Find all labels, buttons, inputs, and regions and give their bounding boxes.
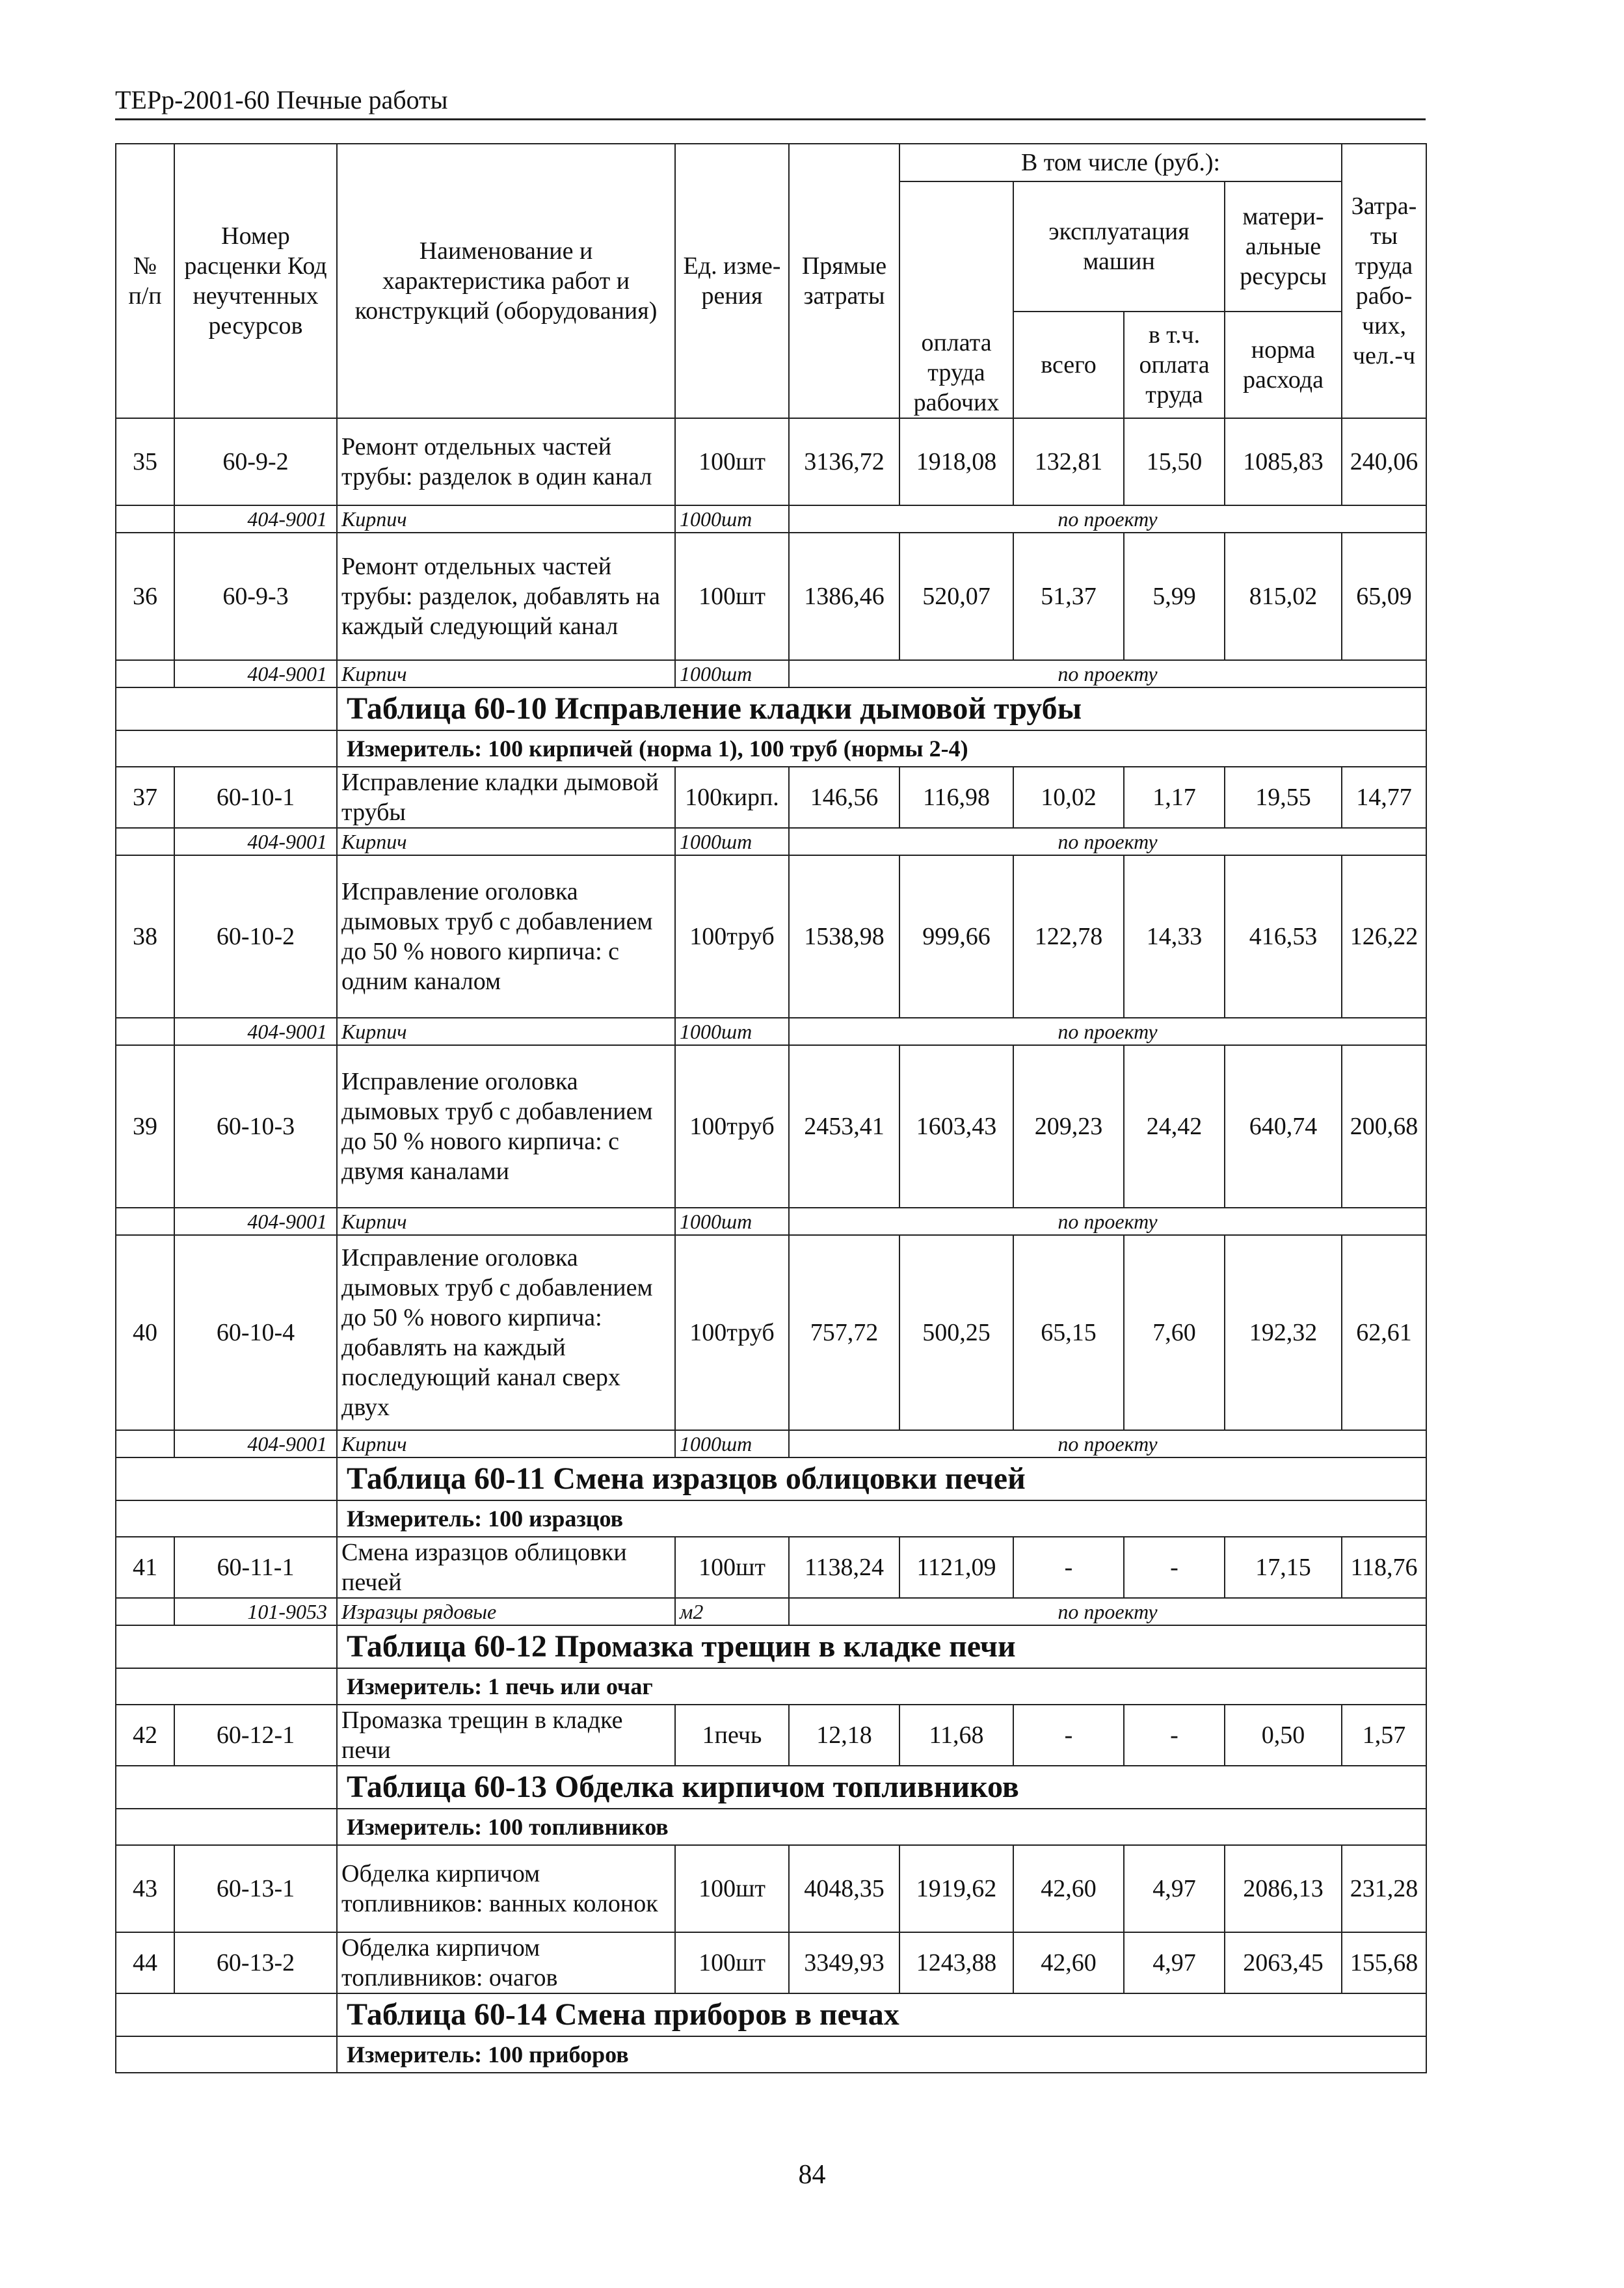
row-number: 35	[116, 418, 174, 505]
row-number: 38	[116, 855, 174, 1018]
empty-cell	[116, 1457, 337, 1500]
materials: 2086,13	[1225, 1845, 1342, 1932]
resource-note: по проекту	[789, 1430, 1426, 1457]
resource-name: Кирпич	[337, 505, 675, 533]
work-description: Исправление оголовка дымовых труб с добавлением до 50 % нового кирпича: с двумя каналами	[337, 1045, 675, 1208]
header-direct: Прямые затраты	[789, 144, 899, 418]
meter-row	[116, 2036, 1426, 2073]
resource-row	[116, 1018, 1426, 1045]
header-machines-labor: в т.ч. оплата труда	[1124, 312, 1225, 418]
table-row	[116, 855, 1426, 1018]
table-body	[116, 418, 1426, 2073]
labor-hours: 126,22	[1342, 855, 1426, 1018]
machines-labor-pay: 14,33	[1124, 855, 1225, 1018]
materials: 815,02	[1225, 533, 1342, 660]
table-section	[116, 1625, 1426, 1668]
empty-cell	[116, 828, 174, 855]
empty-cell	[116, 1993, 337, 2036]
labor-hours: 200,68	[1342, 1045, 1426, 1208]
resource-name: Кирпич	[337, 660, 675, 687]
resource-row	[116, 505, 1426, 533]
materials: 19,55	[1225, 767, 1342, 828]
resource-code: 404-9001	[174, 660, 337, 687]
machines-labor-pay: 4,97	[1124, 1845, 1225, 1932]
section-title: Таблица 60-12 Промазка трещин в кладке печи	[337, 1625, 1426, 1668]
direct-cost: 1138,24	[789, 1537, 899, 1598]
empty-cell	[116, 687, 337, 730]
resource-unit: м2	[675, 1598, 789, 1625]
empty-cell	[116, 1018, 174, 1045]
meter-label: Измеритель: 100 изразцов	[337, 1500, 1426, 1537]
materials: 416,53	[1225, 855, 1342, 1018]
work-description: Обделка кирпичом топливников: ванных колонок	[337, 1845, 675, 1932]
labor-hours: 118,76	[1342, 1537, 1426, 1598]
direct-cost: 2453,41	[789, 1045, 899, 1208]
direct-cost: 146,56	[789, 767, 899, 828]
meter-label: Измеритель: 100 кирпичей (норма 1), 100 труб (нормы 2-4)	[337, 730, 1426, 767]
machines-total: 51,37	[1013, 533, 1124, 660]
labor-pay: 999,66	[899, 855, 1013, 1018]
empty-cell	[116, 1430, 174, 1457]
machines-total: 65,15	[1013, 1235, 1124, 1430]
table-row	[116, 533, 1426, 660]
machines-total: 132,81	[1013, 418, 1124, 505]
machines-labor-pay: 24,42	[1124, 1045, 1225, 1208]
page-number: 84	[798, 2160, 826, 2190]
empty-cell	[116, 1598, 174, 1625]
resource-row	[116, 1598, 1426, 1625]
section-title: Таблица 60-10 Исправление кладки дымовой трубы	[337, 687, 1426, 730]
direct-cost: 4048,35	[789, 1845, 899, 1932]
empty-cell	[116, 1766, 337, 1809]
table-row	[116, 1235, 1426, 1430]
empty-cell	[116, 730, 337, 767]
table-row	[116, 1045, 1426, 1208]
table-section	[116, 687, 1426, 730]
labor-hours: 14,77	[1342, 767, 1426, 828]
header-machines: эксплуатация машин	[1013, 181, 1225, 312]
materials: 17,15	[1225, 1537, 1342, 1598]
resource-row	[116, 828, 1426, 855]
unit: 100труб	[675, 1045, 789, 1208]
direct-cost: 3136,72	[789, 418, 899, 505]
header-materials-norm: норма расхода	[1225, 312, 1342, 418]
labor-pay: 116,98	[899, 767, 1013, 828]
resource-note: по проекту	[789, 1598, 1426, 1625]
meter-row	[116, 1668, 1426, 1705]
header-machines-total: всего	[1013, 312, 1124, 418]
running-header: ТЕРр-2001-60 Печные работы	[115, 85, 448, 114]
empty-cell	[116, 1809, 337, 1845]
resource-unit: 1000шт	[675, 1430, 789, 1457]
row-number: 43	[116, 1845, 174, 1932]
empty-cell	[116, 1500, 337, 1537]
labor-pay: 1919,62	[899, 1845, 1013, 1932]
header-code: Номер расценки Код неучтенных ресурсов	[174, 144, 337, 418]
work-description: Смена изразцов облицовки печей	[337, 1537, 675, 1598]
machines-labor-pay: -	[1124, 1537, 1225, 1598]
section-title: Таблица 60-14 Смена приборов в печах	[337, 1993, 1426, 2036]
meter-row	[116, 1809, 1426, 1845]
machines-total: 42,60	[1013, 1845, 1124, 1932]
rates-table	[115, 143, 1427, 2073]
rate-code: 60-9-2	[174, 418, 337, 505]
machines-total: 122,78	[1013, 855, 1124, 1018]
header-unit: Ед. изме-рения	[675, 144, 789, 418]
empty-cell	[116, 1668, 337, 1705]
direct-cost: 3349,93	[789, 1932, 899, 1993]
machines-total: 42,60	[1013, 1932, 1124, 1993]
work-description: Ремонт отдельных частей трубы: разделок в один канал	[337, 418, 675, 505]
work-description: Ремонт отдельных частей трубы: разделок, добавлять на каждый следующий канал	[337, 533, 675, 660]
labor-pay: 500,25	[899, 1235, 1013, 1430]
unit: 100труб	[675, 1235, 789, 1430]
rate-code: 60-12-1	[174, 1705, 337, 1766]
rate-code: 60-9-3	[174, 533, 337, 660]
rate-code: 60-10-4	[174, 1235, 337, 1430]
table-section	[116, 1457, 1426, 1500]
rate-code: 60-10-1	[174, 767, 337, 828]
materials: 2063,45	[1225, 1932, 1342, 1993]
section-title: Таблица 60-11 Смена изразцов облицовки печей	[337, 1457, 1426, 1500]
rate-code: 60-13-1	[174, 1845, 337, 1932]
header-num: № п/п	[116, 144, 174, 418]
work-description: Исправление оголовка дымовых труб с добавлением до 50 % нового кирпича: с одним каналом	[337, 855, 675, 1018]
direct-cost: 1386,46	[789, 533, 899, 660]
row-number: 39	[116, 1045, 174, 1208]
meter-label: Измеритель: 1 печь или очаг	[337, 1668, 1426, 1705]
header-name: Наименование и характеристика работ и конструкций (оборудования)	[337, 144, 675, 418]
resource-row	[116, 660, 1426, 687]
machines-labor-pay: 15,50	[1124, 418, 1225, 505]
header-rule	[115, 118, 1426, 120]
labor-hours: 1,57	[1342, 1705, 1426, 1766]
resource-unit: 1000шт	[675, 505, 789, 533]
labor-pay: 520,07	[899, 533, 1013, 660]
table-row	[116, 767, 1426, 828]
materials: 1085,83	[1225, 418, 1342, 505]
meter-row	[116, 1500, 1426, 1537]
empty-cell	[116, 1208, 174, 1235]
resource-name: Кирпич	[337, 1018, 675, 1045]
table-row	[116, 418, 1426, 505]
resource-name: Кирпич	[337, 828, 675, 855]
empty-cell	[116, 505, 174, 533]
materials: 0,50	[1225, 1705, 1342, 1766]
table-row	[116, 1845, 1426, 1932]
materials: 640,74	[1225, 1045, 1342, 1208]
empty-cell	[116, 2036, 337, 2073]
resource-code: 404-9001	[174, 1208, 337, 1235]
resource-unit: 1000шт	[675, 660, 789, 687]
resource-code: 404-9001	[174, 505, 337, 533]
work-description: Исправление оголовка дымовых труб с добавлением до 50 % нового кирпича: добавлять на каждый последующий канал сверх двух	[337, 1235, 675, 1430]
row-number: 44	[116, 1932, 174, 1993]
resource-unit: 1000шт	[675, 828, 789, 855]
unit: 100труб	[675, 855, 789, 1018]
machines-total: 209,23	[1013, 1045, 1124, 1208]
rate-code: 60-10-2	[174, 855, 337, 1018]
machines-labor-pay: -	[1124, 1705, 1225, 1766]
resource-code: 404-9001	[174, 828, 337, 855]
resource-note: по проекту	[789, 660, 1426, 687]
table-section	[116, 1766, 1426, 1809]
work-description: Промазка трещин в кладке печи	[337, 1705, 675, 1766]
machines-labor-pay: 7,60	[1124, 1235, 1225, 1430]
labor-pay: 1121,09	[899, 1537, 1013, 1598]
unit: 100шт	[675, 418, 789, 505]
resource-name: Кирпич	[337, 1430, 675, 1457]
table-row	[116, 1537, 1426, 1598]
direct-cost: 1538,98	[789, 855, 899, 1018]
work-description: Исправление кладки дымовой трубы	[337, 767, 675, 828]
labor-hours: 65,09	[1342, 533, 1426, 660]
resource-unit: 1000шт	[675, 1208, 789, 1235]
unit: 100шт	[675, 1537, 789, 1598]
labor-pay: 1243,88	[899, 1932, 1013, 1993]
resource-note: по проекту	[789, 1018, 1426, 1045]
rate-code: 60-11-1	[174, 1537, 337, 1598]
table-section	[116, 1993, 1426, 2036]
meter-row	[116, 730, 1426, 767]
row-number: 37	[116, 767, 174, 828]
header-materials: матери-альные ресурсы	[1225, 181, 1342, 312]
resource-note: по проекту	[789, 505, 1426, 533]
header-labor-pay: оплата труда рабочих	[899, 181, 1013, 418]
row-number: 41	[116, 1537, 174, 1598]
resource-note: по проекту	[789, 1208, 1426, 1235]
resource-row	[116, 1208, 1426, 1235]
resource-name: Изразцы рядовые	[337, 1598, 675, 1625]
resource-code: 404-9001	[174, 1430, 337, 1457]
labor-hours: 240,06	[1342, 418, 1426, 505]
labor-hours: 231,28	[1342, 1845, 1426, 1932]
machines-labor-pay: 4,97	[1124, 1932, 1225, 1993]
labor-pay: 1918,08	[899, 418, 1013, 505]
machines-labor-pay: 5,99	[1124, 533, 1225, 660]
meter-label: Измеритель: 100 приборов	[337, 2036, 1426, 2073]
direct-cost: 12,18	[789, 1705, 899, 1766]
unit: 100шт	[675, 1932, 789, 1993]
resource-name: Кирпич	[337, 1208, 675, 1235]
section-title: Таблица 60-13 Обделка кирпичом топливников	[337, 1766, 1426, 1809]
unit: 100шт	[675, 1845, 789, 1932]
table-header	[116, 144, 1426, 418]
table-row	[116, 1705, 1426, 1766]
resource-row	[116, 1430, 1426, 1457]
labor-hours: 62,61	[1342, 1235, 1426, 1430]
labor-pay: 1603,43	[899, 1045, 1013, 1208]
resource-note: по проекту	[789, 828, 1426, 855]
machines-labor-pay: 1,17	[1124, 767, 1225, 828]
rate-code: 60-10-3	[174, 1045, 337, 1208]
resource-unit: 1000шт	[675, 1018, 789, 1045]
rate-code: 60-13-2	[174, 1932, 337, 1993]
empty-cell	[116, 1625, 337, 1668]
unit: 100кирп.	[675, 767, 789, 828]
machines-total: -	[1013, 1705, 1124, 1766]
header-including: В том числе (руб.):	[899, 144, 1342, 181]
meter-label: Измеритель: 100 топливников	[337, 1809, 1426, 1845]
resource-code: 404-9001	[174, 1018, 337, 1045]
labor-hours: 155,68	[1342, 1932, 1426, 1993]
table-row	[116, 1932, 1426, 1993]
header-labor-cost: Затра-ты труда рабо-чих, чел.-ч	[1342, 144, 1426, 418]
row-number: 40	[116, 1235, 174, 1430]
unit: 1печь	[675, 1705, 789, 1766]
materials: 192,32	[1225, 1235, 1342, 1430]
row-number: 42	[116, 1705, 174, 1766]
unit: 100шт	[675, 533, 789, 660]
work-description: Обделка кирпичом топливников: очагов	[337, 1932, 675, 1993]
row-number: 36	[116, 533, 174, 660]
direct-cost: 757,72	[789, 1235, 899, 1430]
machines-total: 10,02	[1013, 767, 1124, 828]
resource-code: 101-9053	[174, 1598, 337, 1625]
empty-cell	[116, 660, 174, 687]
machines-total: -	[1013, 1537, 1124, 1598]
labor-pay: 11,68	[899, 1705, 1013, 1766]
